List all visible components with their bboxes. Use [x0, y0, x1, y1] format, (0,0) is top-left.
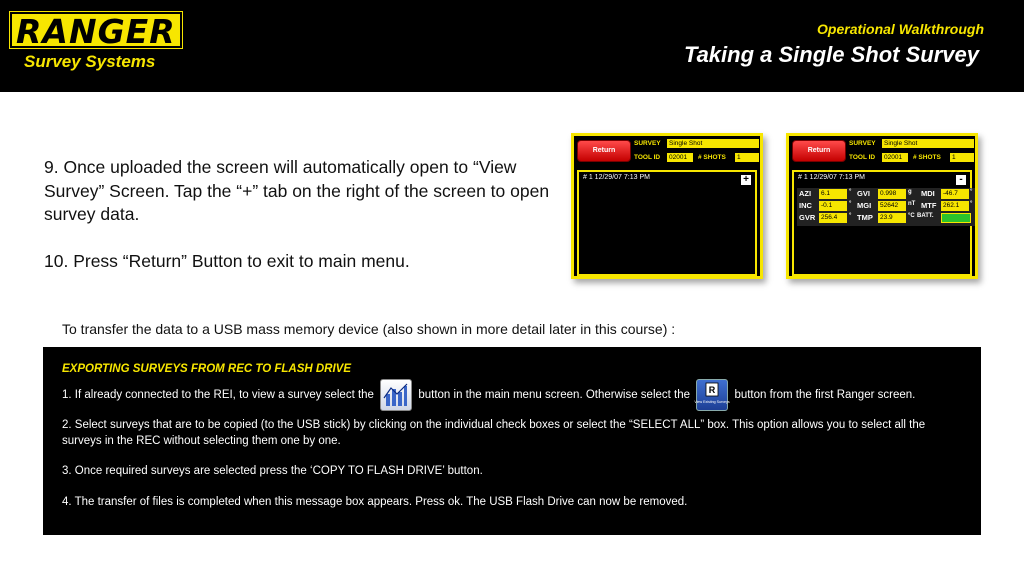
battery-indicator — [941, 213, 971, 223]
view-existing-surveys-icon-label: View Existing Surveys — [694, 399, 730, 404]
transfer-instruction: To transfer the data to a USB mass memory device (also shown in more detail later in this course) : — [62, 321, 676, 337]
step-10-text: 10. Press “Return” Button to exit to main menu. — [44, 250, 410, 271]
mgi-unit: nT — [908, 201, 916, 207]
mdi-label: MDI — [921, 189, 935, 198]
gvr-value: 256.4 — [819, 213, 847, 223]
device-toolbar — [574, 136, 760, 168]
survey-field: Single Shot — [666, 138, 760, 149]
return-button[interactable]: Return — [577, 140, 631, 162]
header-bar — [0, 0, 1024, 92]
tool-id-field: 02001 — [666, 152, 694, 163]
mdi-value: -46.7 — [941, 189, 969, 199]
export-instructions-box — [43, 347, 981, 535]
survey-label: SURVEY — [634, 140, 661, 147]
tmp-unit: °C — [908, 213, 915, 219]
gvi-unit: g — [908, 189, 912, 195]
export-step-2: 2. Select surveys that are to be copied (to the USB stick) by clicking on the individual check boxes or select the “SELECT ALL” box. This option allows you to select all the surveys in the REC without selecting them one by one. — [62, 419, 926, 447]
mtf-value: 262.1 — [941, 201, 969, 211]
survey-record[interactable]: # 1 12/29/07 7:13 PM — [583, 174, 650, 181]
logo-badge — [10, 12, 182, 51]
tmp-label: TMP — [857, 213, 873, 222]
mtf-unit: ° — [970, 201, 973, 207]
header-subtitle: Operational Walkthrough — [817, 21, 984, 37]
view-existing-surveys-icon[interactable] — [696, 379, 728, 411]
azi-label: AZI — [799, 189, 812, 198]
azi-value: 6.1 — [819, 189, 847, 199]
step-9-text: 9. Once uploaded the screen will automatically open to “View Survey” Screen. Tap the “+” tab on the right of the screen to open survey data. — [44, 157, 550, 224]
battery-label: BATT. — [917, 213, 934, 219]
device-screen-expanded — [786, 133, 978, 279]
mtf-label: MTF — [921, 201, 937, 210]
survey-chart-icon[interactable] — [380, 379, 412, 411]
export-step-1-part-c: button from the first Ranger screen. — [734, 388, 916, 401]
inc-unit: ° — [849, 201, 852, 207]
tool-id-label: TOOL ID — [849, 154, 876, 161]
inc-label: INC — [799, 201, 812, 210]
shots-label: # SHOTS — [913, 154, 941, 161]
svg-text:R: R — [708, 384, 716, 395]
collapse-tab-button[interactable]: - — [956, 175, 966, 185]
mgi-label: MGI — [857, 201, 872, 210]
export-step-3: 3. Once required surveys are selected press the ‘COPY TO FLASH DRIVE’ button. — [62, 465, 483, 478]
survey-list — [792, 170, 972, 276]
tool-id-field: 02001 — [881, 152, 909, 163]
survey-record[interactable]: # 1 12/29/07 7:13 PM — [798, 174, 865, 181]
mgi-value: 52642 — [878, 201, 906, 211]
export-step-1-part-b: button in the main menu screen. Otherwise select the — [418, 388, 691, 401]
shots-field: 1 — [734, 152, 760, 163]
instructions — [44, 156, 554, 296]
logo-subtitle: Survey Systems — [24, 52, 156, 71]
survey-label: SURVEY — [849, 140, 876, 147]
azi-unit: ° — [849, 189, 852, 195]
gvr-unit: ° — [849, 213, 852, 219]
export-step-1 — [62, 384, 963, 404]
export-heading: EXPORTING SURVEYS FROM REC TO FLASH DRIVE — [62, 363, 352, 375]
gvi-label: GVI — [857, 189, 870, 198]
ranger-logo — [10, 12, 182, 74]
gvr-label: GVR — [799, 213, 816, 222]
survey-data-panel — [797, 188, 975, 226]
gvi-value: 0.998 — [878, 189, 906, 199]
logo-word: RANGER — [16, 12, 176, 51]
return-button[interactable]: Return — [792, 140, 846, 162]
device-toolbar — [789, 136, 975, 168]
device-screen-collapsed — [571, 133, 763, 279]
page-title: Taking a Single Shot Survey — [683, 42, 979, 67]
export-step-1-part-a: 1. If already connected to the REI, to view a survey select the — [62, 388, 374, 401]
expand-tab-button[interactable]: + — [741, 175, 751, 185]
tmp-value: 23.9 — [878, 213, 906, 223]
survey-list — [577, 170, 757, 276]
export-step-4: 4. The transfer of files is completed when this message box appears. Press ok. The USB Flash Drive can now be removed. — [62, 495, 688, 508]
mdi-unit: ° — [970, 189, 973, 195]
tool-id-label: TOOL ID — [634, 154, 661, 161]
shots-field: 1 — [949, 152, 975, 163]
survey-field: Single Shot — [881, 138, 975, 149]
shots-label: # SHOTS — [698, 154, 726, 161]
inc-value: -0.1 — [819, 201, 847, 211]
